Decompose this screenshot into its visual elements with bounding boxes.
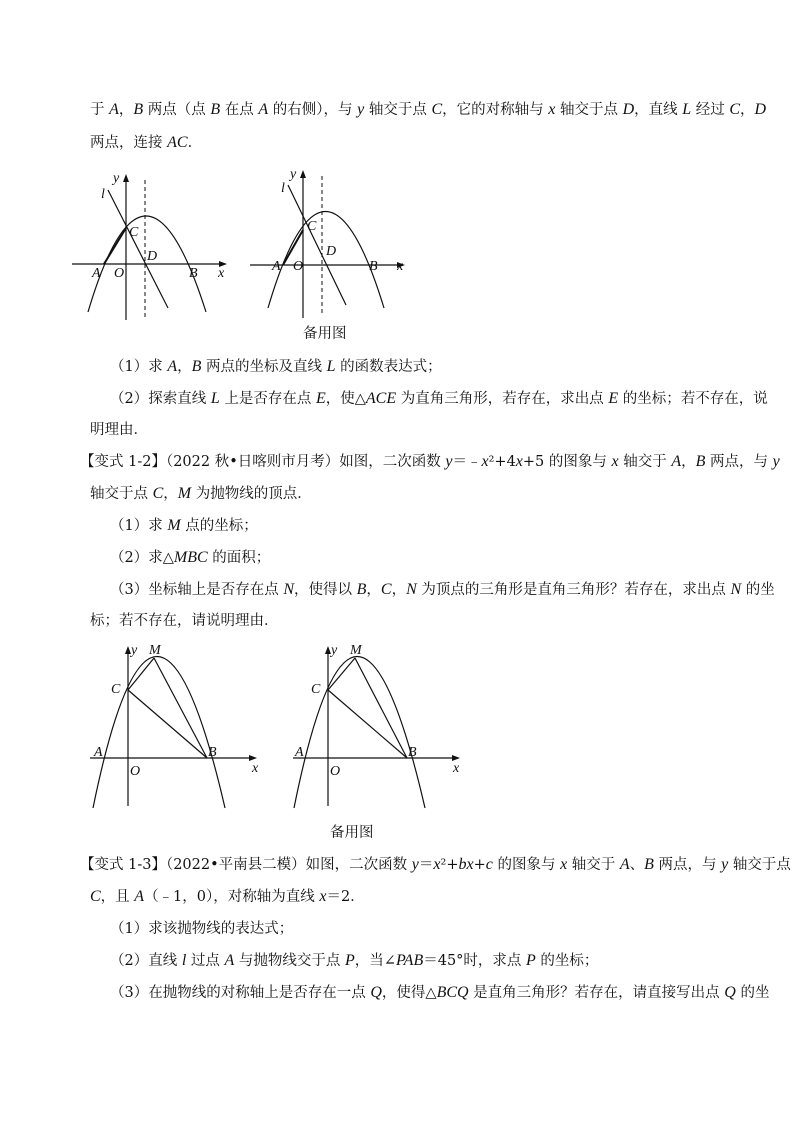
v13-line-2: C，且 A（﹣1，0），对称轴为直线 x＝2． xyxy=(90,888,365,905)
v12-part-1: （1）求 M 点的坐标； xyxy=(110,517,258,534)
fig2s-label-O: O xyxy=(330,764,341,779)
intro-line-1: 于 A，B 两点（点 B 在点 A 的右侧），与 y 轴交于点 C，它的对称轴与 x 轴交于点 D，直线 L 经过 C，D xyxy=(90,101,767,118)
fig2s-label-M: M xyxy=(350,643,362,658)
fig2-label-C: C xyxy=(111,682,121,697)
fig2s-label-B: B xyxy=(408,745,417,760)
fig1-label-D: D xyxy=(147,249,158,264)
v13-part-2: （2）直线 l 过点 A 与抛物线交于点 P，当∠PAB＝45°时，求点 P 的坐标； xyxy=(110,952,599,969)
fig2-spare-caption: 备用图 xyxy=(330,825,374,841)
fig1s-label-B: B xyxy=(369,259,378,274)
fig1-label-O: O xyxy=(114,266,125,281)
fig1-label-y: y xyxy=(113,171,120,186)
v12-part-3: （3）坐标轴上是否存在点 N，使得以 B，C，N 为顶点的三角形是直角三角形？若存在，求出点 N 的坐 xyxy=(110,581,775,598)
fig2s-label-y: y xyxy=(331,643,338,658)
fig2-label-x: x xyxy=(252,761,259,776)
fig2-label-O: O xyxy=(130,764,141,779)
q1-part-2-cont: 明理由． xyxy=(90,422,148,438)
fig1-label-C: C xyxy=(129,225,139,240)
figure-1-spare xyxy=(248,165,413,320)
fig1-label-l: l xyxy=(101,187,105,202)
fig2-label-M: M xyxy=(149,643,161,658)
v12-line-1: 【变式 1-2】（2022 秋•日喀则市月考）如图，二次函数 y＝﹣x²+4x+5 的图象与 x 轴交于 A，B 两点，与 y xyxy=(80,453,780,470)
fig1s-label-D: D xyxy=(326,244,337,259)
fig1s-label-y: y xyxy=(290,167,297,182)
fig1s-label-x: x xyxy=(397,259,404,274)
fig1s-label-O: O xyxy=(293,259,304,274)
v12-line-2: 轴交于点 C，M 为抛物线的顶点． xyxy=(90,485,312,502)
fig2-label-B: B xyxy=(208,745,217,760)
figure-1-main xyxy=(70,170,240,325)
figure-2-main xyxy=(85,640,265,810)
v13-line-1: 【变式 1-3】（2022•平南县二模）如图，二次函数 y＝x²+bx+c 的图象与 x 轴交于 A、B 两点，与 y 轴交于点 xyxy=(80,856,791,873)
intro-line-2: 两点，连接 AC． xyxy=(90,134,203,151)
fig1-label-x: x xyxy=(218,266,225,281)
v13-part-3: （3）在抛物线的对称轴上是否存在一点 Q，使得△BCQ 是直角三角形？若存在，请直接写出点 Q 的坐 xyxy=(110,984,770,1001)
fig2s-label-x: x xyxy=(453,761,460,776)
fig1s-label-C: C xyxy=(307,219,317,234)
fig2-label-A: A xyxy=(94,745,103,760)
fig1-label-A: A xyxy=(92,266,101,281)
figure-2-spare xyxy=(288,640,468,810)
fig1-label-B: B xyxy=(189,266,198,281)
fig1s-label-l: l xyxy=(281,181,285,196)
v12-part-3-cont: 标；若不存在，请说明理由． xyxy=(90,613,279,629)
fig2s-label-A: A xyxy=(295,745,304,760)
q1-part-1: （1）求 A，B 两点的坐标及直线 L 的函数表达式； xyxy=(110,358,442,375)
fig1-spare-caption: 备用图 xyxy=(303,326,347,342)
fig2s-label-C: C xyxy=(311,682,321,697)
v13-part-1: （1）求该抛物线的表达式； xyxy=(110,921,294,937)
fig2-label-y: y xyxy=(131,643,138,658)
v12-part-2: （2）求△MBC 的面积； xyxy=(110,549,271,566)
q1-part-2: （2）探索直线 L 上是否存在点 E，使△ACE 为直角三角形，若存在，求出点 E 的坐标；若不存在，说 xyxy=(110,390,768,407)
fig1s-label-A: A xyxy=(272,259,281,274)
